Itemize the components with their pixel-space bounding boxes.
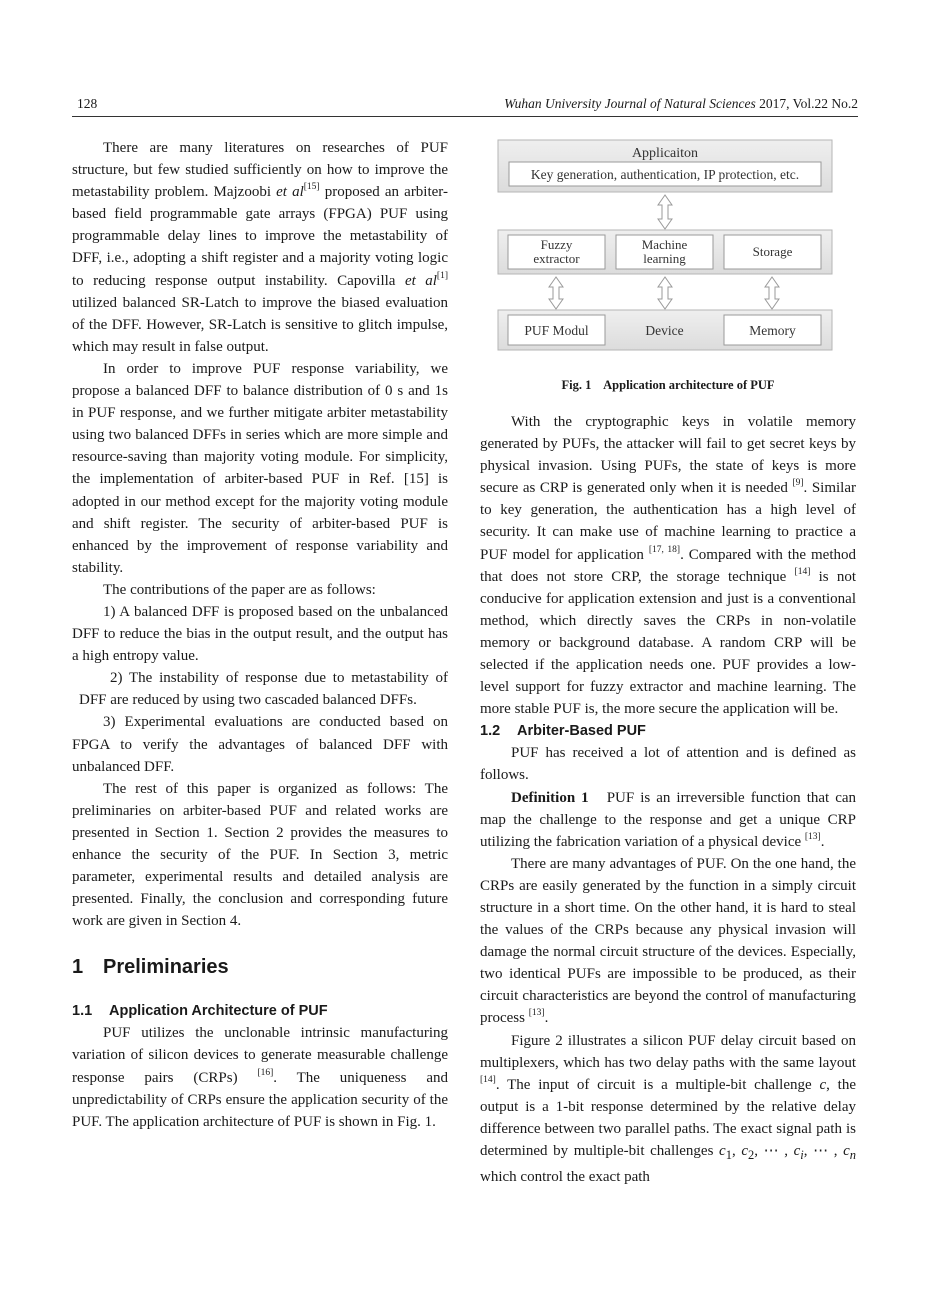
figure-1	[480, 137, 856, 387]
section-heading: 1 Preliminaries	[72, 956, 229, 979]
page-number: 128	[77, 96, 98, 111]
machine-learning-line1: Machine	[641, 237, 688, 252]
paragraph: The contributions of the paper are as follows:	[103, 581, 376, 598]
list-item: 1) A balanced DFF is proposed based on the unbalanced DFF to reduce the bias in the output result, and the output has a high entropy value.	[72, 603, 448, 665]
application-items: Key generation, authentication, IP protection, etc.	[530, 167, 800, 182]
architecture-diagram	[480, 137, 856, 387]
storage-label: Storage	[752, 244, 793, 259]
journal-volume: 2017, Vol.22 No.2	[759, 96, 858, 111]
right-column	[480, 137, 860, 1188]
paragraph: With the cryptographic keys in volatile memory generated by PUFs, the attacker will fail to get secret keys by physical invasion. Using PUFs, the state of keys is more secure as CRP is generated only when it is needed [9]. Similar to key generation, the authentication has a high level of security. It can make use of machine learning to practice a PUF model for application [17, 18]. Compared with the method that does not store CRP, the storage technique [14] is not conducive for application extension and just is a conventional method, which directly saves the CRPs in non-volatile memory or background database. A random CRP will be selected if the application needs one. PUF provides a low-level support for fuzzy extractor and machine learning. The more stable PUF is, the more secure the application will be.	[480, 414, 856, 718]
paragraph: PUF utilizes the unclonable intrinsic manufacturing variation of silicon devices to generate measurable challenge response pairs (CRPs) [16]. The uniqueness and unpredictability of CRPs ensure the application security of the PUF. The application architecture of PUF is shown in Fig. 1.	[72, 1025, 448, 1130]
application-title: Applicaiton	[631, 146, 699, 161]
paragraph: Figure 2 illustrates a silicon PUF delay circuit based on multiplexers, which has two delay paths with the same layout [14]. The input of circuit is a multiple-bit challenge c, the output is a 1-bit response determined by the relative delay difference between two parallel paths. The exact signal path is determined by multiple-bit challenges $c_1$, $c_2$, ⋯ , $c_i$, ⋯ , $c_n$ which control the exact path	[480, 1032, 857, 1186]
double-arrow-icon	[549, 277, 563, 309]
left-column	[72, 137, 448, 1133]
running-header	[72, 94, 858, 117]
paragraph: There are many advantages of PUF. On the one hand, the CRPs are easily generated by the function in a simply circuit structure in a short time. On the other hand, it is hard to steal the values of the CRPs because any physical invasion will damage the normal circuit structure of the devices. Especially, two identical PUFs are impossible to be produced, as their circuit characteristics are beyond the control of manufacturing process [13].	[480, 855, 856, 1027]
subsection-heading: 1.1 Application Architecture of PUF	[72, 1003, 328, 1020]
double-arrow-icon	[658, 195, 672, 229]
paragraph: There are many literatures on researches of PUF structure, but few studied sufficiently on how to improve the metastability problem. Majzoobi et al[15] proposed an arbiter-based field programmable gate arrays (FPGA) PUF using programmable delay lines to improve the metastability of DFF, i.e., adopting a shift register and a majority voting logic to reducing response output instability. Capovilla et al[1] utilized balanced SR-Latch to improve the biased evaluation of the DFF. However, SR-Latch is sensitive to glitch impulse, which may result in false output.	[72, 140, 448, 355]
list-item: 2) The instability of response due to metastability of DFF are reduced by using two cascaded balanced DFFs.	[79, 670, 448, 709]
figure-caption: Fig. 1 Application architecture of PUF	[561, 378, 775, 392]
list-item: 3) Experimental evaluations are conducted based on FPGA to verify the advantages of balanced DFF with unbalanced DFF.	[72, 714, 448, 775]
journal-citation	[504, 96, 858, 112]
paragraph: The rest of this paper is organized as follows: The preliminaries on arbiter-based PUF and related works are presented in Section 1. Section 2 provides the measures to enhance the security of the PUF. In Section 3, metric parameter, experimental results and detailed analysis are presented. Finally, the conclusion and corresponding future work are given in Section 4.	[72, 780, 448, 930]
memory-label: Memory	[749, 323, 796, 338]
double-arrow-icon	[658, 277, 672, 309]
definition: Definition 1 PUF is an irreversible function that can map the challenge to the response and get a unique CRP utilizing the fabrication variation of a physical device [13].	[480, 789, 860, 850]
journal-name: Wuhan University Journal of Natural Sciences	[504, 96, 756, 111]
device-label: Device	[645, 323, 684, 338]
double-arrow-icon	[765, 277, 779, 309]
puf-module-label: PUF Modul	[524, 323, 589, 338]
paragraph: PUF has received a lot of attention and is defined as follows.	[480, 745, 856, 784]
subsection-heading: 1.2 Arbiter-Based PUF	[480, 723, 646, 740]
machine-learning-line2: learning	[643, 251, 686, 266]
paragraph: In order to improve PUF response variability, we propose a balanced DFF to balance distribution of 0 s and 1s in PUF response, and we further mitigate arbiter metastability using two balanced DFFs in series which are more simple and resource-saving than majority voting module. For simplicity, the implementation of arbiter-based PUF in Ref. [15] is adopted in our method except for the majority voting module and shift register. The security of arbiter-based PUF is enhanced by the improvement of response variability and stability.	[72, 360, 448, 576]
fuzzy-extractor-line2: extractor	[533, 251, 580, 266]
fuzzy-extractor-line1: Fuzzy	[540, 237, 573, 252]
